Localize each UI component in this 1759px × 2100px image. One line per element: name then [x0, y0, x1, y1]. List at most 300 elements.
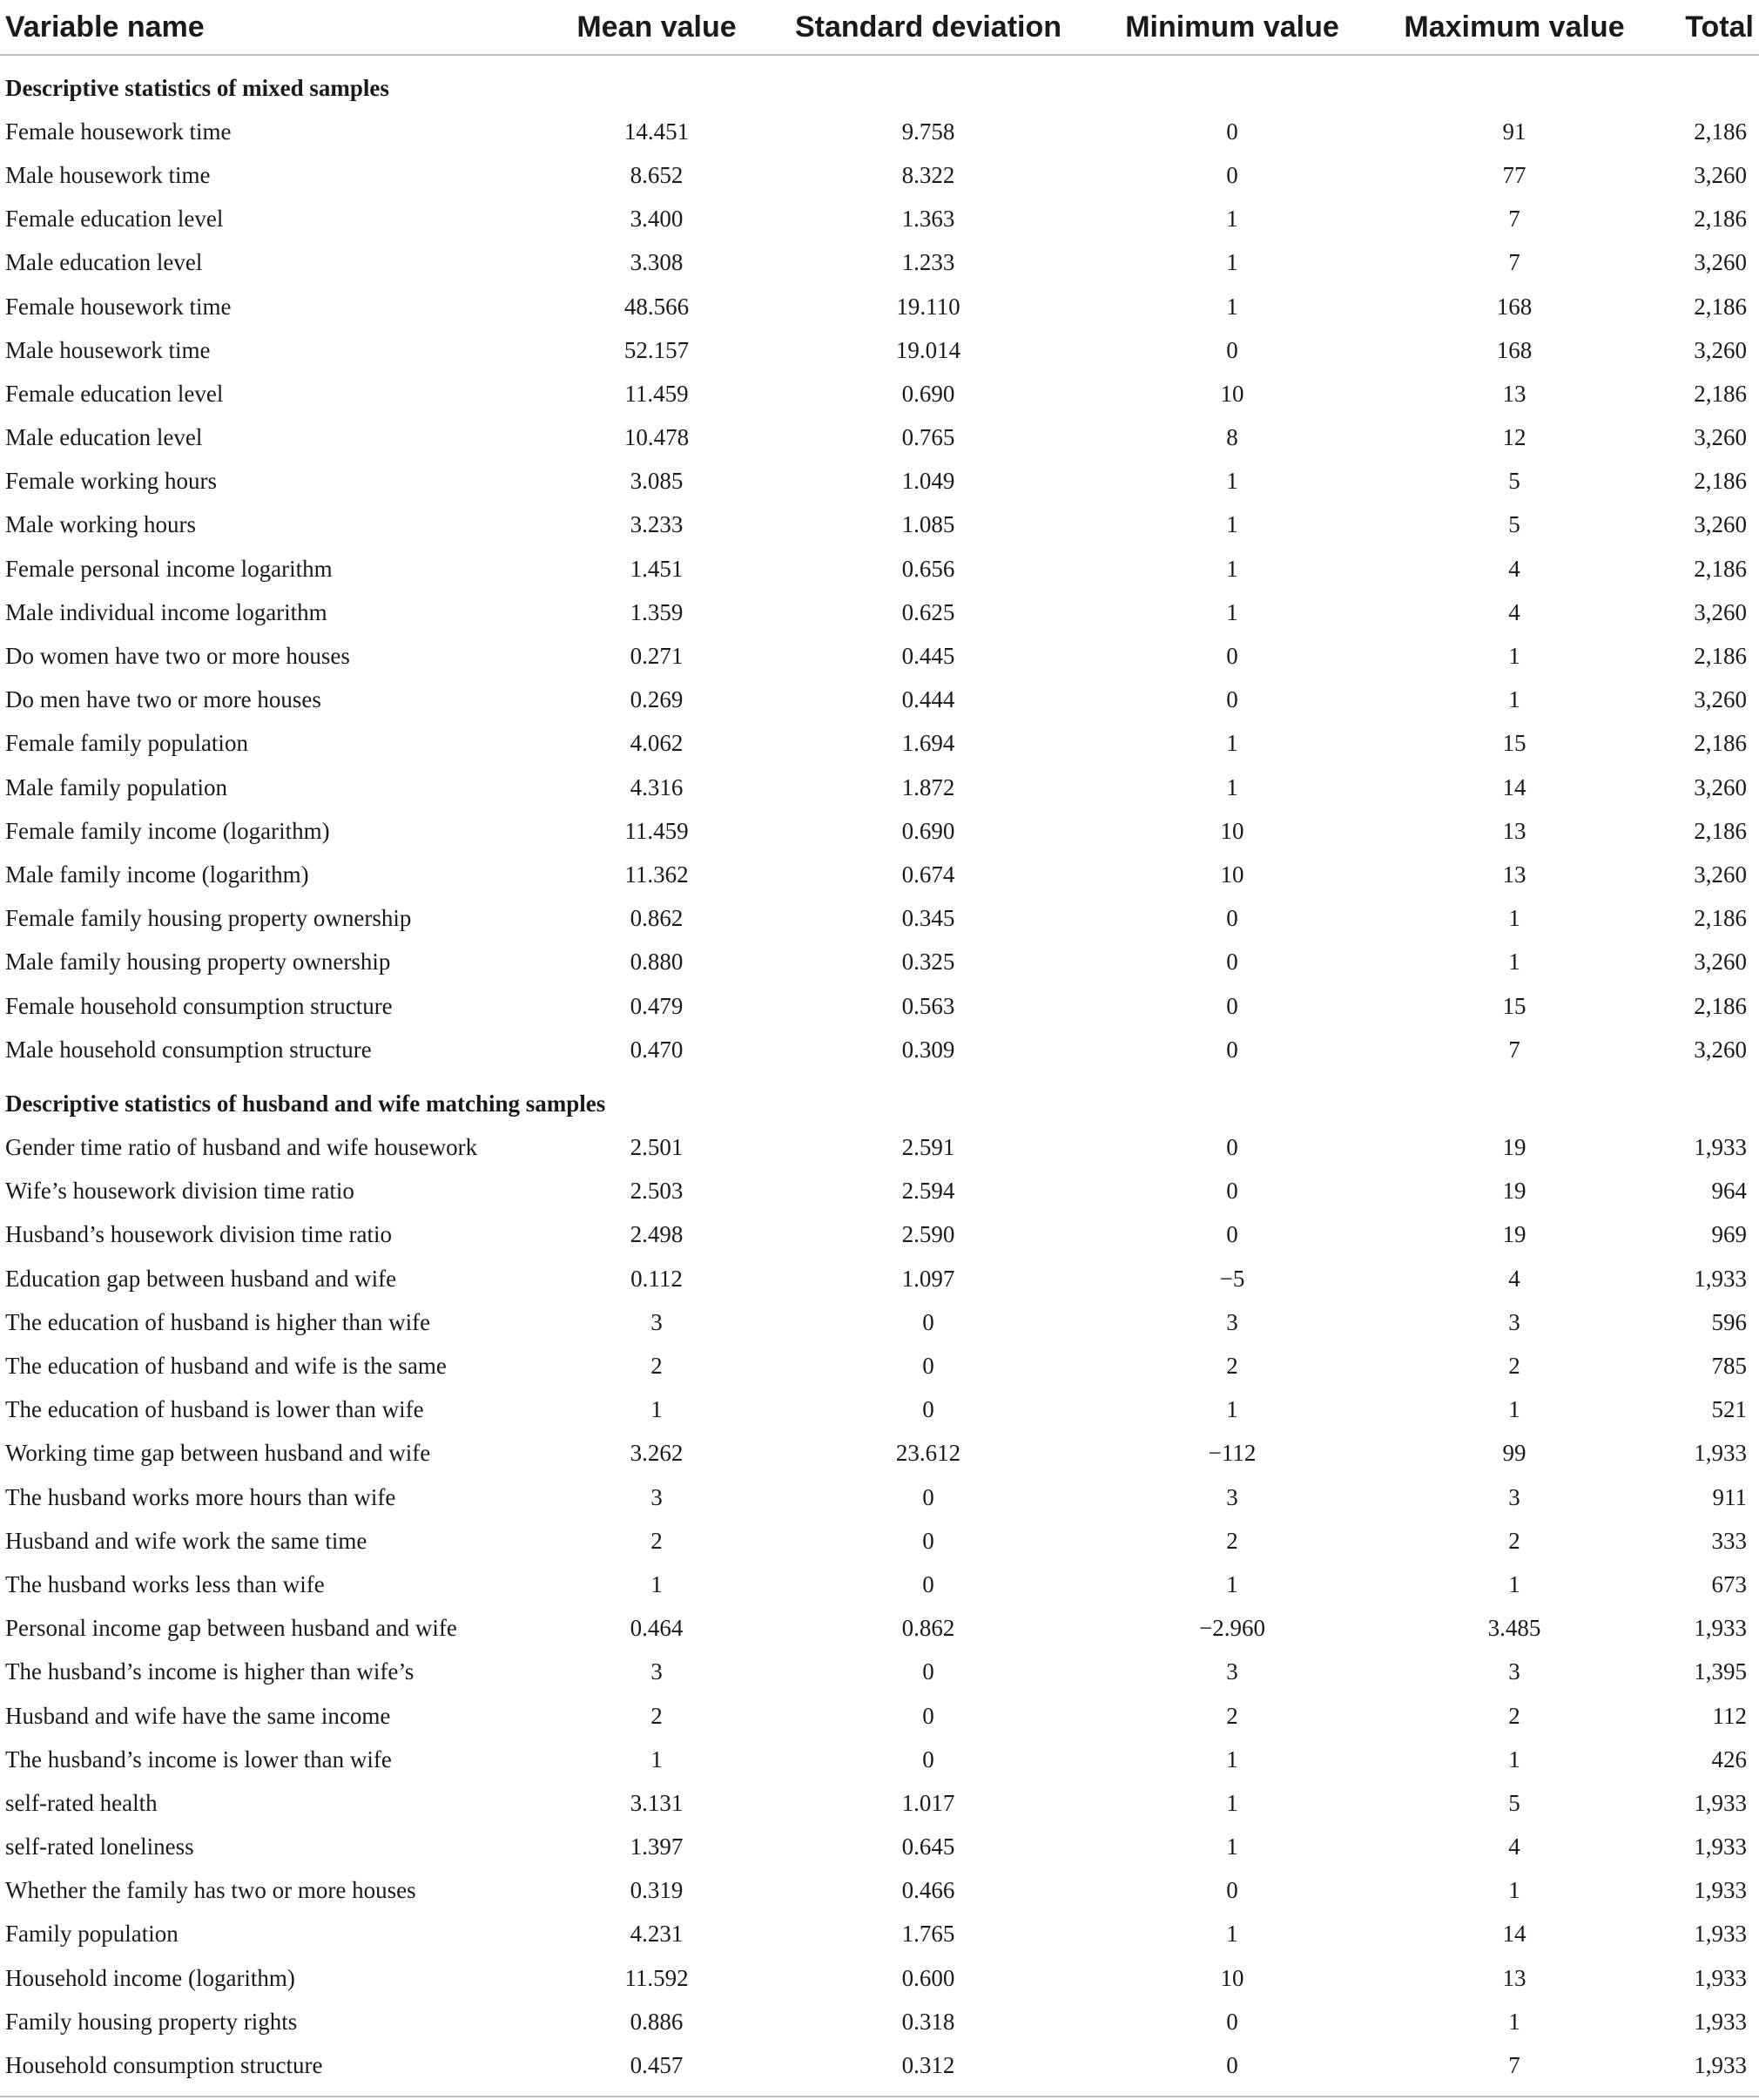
table-row — [0, 809, 1759, 853]
mean-value-cell: 8.652 — [630, 161, 684, 188]
total-cell: 785 — [1711, 1353, 1747, 1380]
header-standard-deviation: Standard deviation — [780, 0, 1076, 55]
standard-deviation-cell: 19.014 — [895, 336, 961, 363]
total-cell: 964 — [1711, 1178, 1747, 1205]
mean-value-cell: 11.362 — [624, 861, 689, 888]
variable-name-cell: Gender time ratio of husband and wife housework — [5, 1134, 478, 1161]
table-row — [0, 1432, 1759, 1475]
standard-deviation-cell: 0.645 — [901, 1833, 955, 1860]
variable-name-cell: Male working hours — [5, 511, 196, 538]
spacer-cell — [0, 55, 1759, 66]
minimum-value-cell: 1 — [1226, 598, 1238, 625]
standard-deviation-cell: 0.318 — [901, 2008, 955, 2035]
minimum-value-cell: 3 — [1226, 1308, 1238, 1335]
variable-name-cell: Female working hours — [5, 468, 217, 495]
mean-value-cell: 10.478 — [623, 424, 690, 451]
maximum-value-cell: 4 — [1508, 598, 1520, 625]
variable-name-cell: Female family housing property ownership — [5, 905, 412, 932]
variable-name-cell: Working time gap between husband and wife — [5, 1440, 431, 1467]
mean-value-cell: 11.592 — [624, 1964, 689, 1991]
variable-name-cell: The education of husband and wife is the same — [5, 1353, 447, 1380]
mean-value-cell: 3 — [650, 1483, 663, 1510]
table-row — [0, 285, 1759, 328]
table-row — [0, 1300, 1759, 1344]
total-cell: 1,395 — [1694, 1658, 1747, 1685]
table-row — [0, 722, 1759, 766]
table-row — [0, 110, 1759, 153]
mean-value-cell: 3 — [650, 1308, 663, 1335]
variable-name-cell: Female family income (logarithm) — [5, 817, 330, 844]
total-cell: 3,260 — [1694, 424, 1747, 451]
minimum-value-cell: −2.960 — [1199, 1615, 1265, 1642]
minimum-value-cell: 1 — [1226, 511, 1238, 538]
minimum-value-cell: 1 — [1226, 468, 1238, 495]
table-row — [0, 1738, 1759, 1781]
maximum-value-cell: 1 — [1508, 1745, 1520, 1773]
table-row — [0, 1913, 1759, 1956]
standard-deviation-cell: 0.690 — [901, 817, 955, 844]
total-cell: 1,933 — [1694, 1615, 1747, 1642]
total-cell: 1,933 — [1694, 2052, 1747, 2079]
header-maximum-value: Maximum value — [1388, 0, 1641, 55]
standard-deviation-cell: 1.363 — [901, 206, 955, 233]
maximum-value-cell: 1 — [1508, 1877, 1520, 1904]
table-row — [0, 1344, 1759, 1388]
table-row — [0, 1607, 1759, 1651]
mean-value-cell: 48.566 — [623, 293, 690, 320]
variable-name-cell: Male household consumption structure — [5, 1036, 372, 1063]
table-row — [0, 1126, 1759, 1170]
maximum-value-cell: 19 — [1502, 1178, 1526, 1205]
minimum-value-cell: 10 — [1220, 380, 1244, 407]
mean-value-cell: 1.451 — [630, 555, 684, 582]
variable-name-cell: The education of husband is higher than wife — [5, 1308, 431, 1335]
standard-deviation-cell: 0 — [922, 1353, 934, 1380]
mean-value-cell: 1 — [650, 1745, 663, 1773]
variable-name-cell: Female household consumption structure — [5, 992, 393, 1019]
minimum-value-cell: 0 — [1226, 1221, 1238, 1248]
variable-name-cell: Personal income gap between husband and wife — [5, 1615, 457, 1642]
standard-deviation-cell: 1.049 — [901, 468, 955, 495]
maximum-value-cell: 2 — [1508, 1353, 1520, 1380]
maximum-value-cell: 77 — [1502, 161, 1526, 188]
maximum-value-cell: 3 — [1508, 1308, 1520, 1335]
table-row — [0, 897, 1759, 941]
maximum-value-cell: 12 — [1502, 424, 1526, 451]
table-row — [0, 853, 1759, 896]
standard-deviation-cell: 0.862 — [901, 1615, 955, 1642]
variable-name-cell: Female housework time — [5, 293, 232, 320]
standard-deviation-cell: 0.563 — [901, 992, 955, 1019]
header-minimum-value: Minimum value — [1076, 0, 1388, 55]
table-header — [0, 0, 1759, 55]
total-cell: 2,186 — [1694, 643, 1747, 670]
variable-name-cell: The husband works less than wife — [5, 1570, 325, 1597]
standard-deviation-cell: 0.325 — [901, 949, 955, 976]
standard-deviation-cell: 0.600 — [901, 1964, 955, 1991]
minimum-value-cell: −5 — [1219, 1265, 1245, 1292]
table-row — [0, 1170, 1759, 1213]
total-cell: 3,260 — [1694, 598, 1747, 625]
maximum-value-cell: 13 — [1502, 817, 1526, 844]
maximum-value-cell: 168 — [1496, 293, 1533, 320]
header-variable-name: Variable name — [0, 0, 533, 55]
minimum-value-cell: 1 — [1226, 1833, 1238, 1860]
header-row — [0, 0, 1759, 55]
standard-deviation-cell: 0.765 — [901, 424, 955, 451]
table-body — [0, 55, 1759, 2088]
total-cell: 673 — [1711, 1570, 1747, 1597]
maximum-value-cell: 3 — [1508, 1483, 1520, 1510]
total-cell: 3,260 — [1694, 949, 1747, 976]
minimum-value-cell: 10 — [1220, 1964, 1244, 1991]
table-row — [0, 1028, 1759, 1071]
variable-name-cell: Household income (logarithm) — [5, 1964, 295, 1991]
mean-value-cell: 0.862 — [630, 905, 684, 932]
table-row — [0, 416, 1759, 460]
total-cell: 521 — [1711, 1396, 1747, 1423]
mean-value-cell: 2 — [650, 1702, 663, 1729]
maximum-value-cell: 1 — [1508, 1570, 1520, 1597]
standard-deviation-cell: 0.625 — [901, 598, 955, 625]
variable-name-cell: Male family housing property ownership — [5, 949, 391, 976]
variable-name-cell: self-rated loneliness — [5, 1833, 194, 1860]
mean-value-cell: 4.316 — [630, 773, 684, 800]
variable-name-cell: Husband’s housework division time ratio — [5, 1221, 392, 1248]
maximum-value-cell: 4 — [1508, 555, 1520, 582]
table-row — [0, 1519, 1759, 1563]
minimum-value-cell: 1 — [1226, 1396, 1238, 1423]
standard-deviation-cell: 23.612 — [895, 1440, 961, 1467]
variable-name-cell: Husband and wife have the same income — [5, 1702, 391, 1729]
maximum-value-cell: 1 — [1508, 949, 1520, 976]
standard-deviation-cell: 0.656 — [901, 555, 955, 582]
standard-deviation-cell: 0 — [922, 1396, 934, 1423]
maximum-value-cell: 99 — [1502, 1440, 1526, 1467]
standard-deviation-cell: 2.591 — [901, 1134, 955, 1161]
standard-deviation-cell: 19.110 — [896, 293, 960, 320]
variable-name-cell: Whether the family has two or more houses — [5, 1877, 416, 1904]
minimum-value-cell: 1 — [1226, 249, 1238, 276]
table-row — [0, 2000, 1759, 2043]
variable-name-cell: The education of husband is lower than wife — [5, 1396, 424, 1423]
minimum-value-cell: 3 — [1226, 1658, 1238, 1685]
minimum-value-cell: 0 — [1226, 686, 1238, 713]
variable-name-cell: Family housing property rights — [5, 2008, 298, 2035]
mean-value-cell: 0.112 — [630, 1265, 683, 1292]
total-cell: 1,933 — [1694, 1833, 1747, 1860]
minimum-value-cell: 2 — [1226, 1353, 1238, 1380]
maximum-value-cell: 1 — [1508, 1396, 1520, 1423]
mean-value-cell: 3.400 — [630, 206, 684, 233]
maximum-value-cell: 15 — [1502, 730, 1526, 757]
standard-deviation-cell: 0 — [922, 1483, 934, 1510]
minimum-value-cell: 0 — [1226, 949, 1238, 976]
total-cell: 3,260 — [1694, 511, 1747, 538]
mean-value-cell: 2.501 — [630, 1134, 684, 1161]
maximum-value-cell: 4 — [1508, 1833, 1520, 1860]
standard-deviation-cell: 1.765 — [901, 1921, 955, 1948]
variable-name-cell: Male family population — [5, 773, 227, 800]
standard-deviation-cell: 0 — [922, 1658, 934, 1685]
total-cell: 112 — [1712, 1702, 1747, 1729]
mean-value-cell: 2 — [650, 1527, 663, 1554]
variable-name-cell: self-rated health — [5, 1789, 158, 1816]
variable-name-cell: Female education level — [5, 380, 224, 407]
total-cell: 3,260 — [1694, 773, 1747, 800]
maximum-value-cell: 1 — [1508, 686, 1520, 713]
maximum-value-cell: 13 — [1502, 380, 1526, 407]
maximum-value-cell: 7 — [1508, 1036, 1520, 1063]
total-cell: 2,186 — [1694, 817, 1747, 844]
minimum-value-cell: 0 — [1226, 643, 1238, 670]
maximum-value-cell: 1 — [1508, 905, 1520, 932]
variable-name-cell: Female personal income logarithm — [5, 555, 333, 582]
standard-deviation-cell: 0 — [922, 1308, 934, 1335]
standard-deviation-cell: 9.758 — [901, 118, 955, 145]
total-cell: 3,260 — [1694, 161, 1747, 188]
total-cell: 3,260 — [1694, 336, 1747, 363]
total-cell: 426 — [1711, 1745, 1747, 1773]
total-cell: 2,186 — [1694, 992, 1747, 1019]
total-cell: 3,260 — [1694, 686, 1747, 713]
variable-name-cell: Husband and wife work the same time — [5, 1527, 367, 1554]
standard-deviation-cell: 0.312 — [901, 2052, 955, 2079]
minimum-value-cell: 0 — [1226, 1036, 1238, 1063]
maximum-value-cell: 13 — [1502, 861, 1526, 888]
total-cell: 2,186 — [1694, 293, 1747, 320]
minimum-value-cell: 0 — [1226, 905, 1238, 932]
maximum-value-cell: 7 — [1508, 206, 1520, 233]
minimum-value-cell: 3 — [1226, 1483, 1238, 1510]
section-heading-row — [0, 1082, 1759, 1125]
table-row — [0, 1257, 1759, 1300]
mean-value-cell: 2 — [650, 1353, 663, 1380]
minimum-value-cell: 1 — [1226, 206, 1238, 233]
section-title: Descriptive statistics of husband and wife matching samples — [5, 1090, 606, 1117]
total-cell: 3,260 — [1694, 1036, 1747, 1063]
minimum-value-cell: 1 — [1226, 1921, 1238, 1948]
total-cell: 1,933 — [1694, 1440, 1747, 1467]
table-row — [0, 591, 1759, 634]
minimum-value-cell: −112 — [1208, 1440, 1257, 1467]
total-cell: 1,933 — [1694, 1134, 1747, 1161]
mean-value-cell: 4.231 — [630, 1921, 684, 1948]
standard-deviation-cell: 0.466 — [901, 1877, 955, 1904]
standard-deviation-cell: 1.233 — [901, 249, 955, 276]
variable-name-cell: The husband’s income is higher than wife’s — [5, 1658, 414, 1685]
minimum-value-cell: 0 — [1226, 118, 1238, 145]
minimum-value-cell: 1 — [1226, 293, 1238, 320]
minimum-value-cell: 1 — [1226, 773, 1238, 800]
header-total: Total — [1641, 0, 1759, 55]
total-cell: 1,933 — [1694, 1789, 1747, 1816]
maximum-value-cell: 7 — [1508, 2052, 1520, 2079]
variable-name-cell: Female housework time — [5, 118, 232, 145]
table-row — [0, 634, 1759, 678]
total-cell: 2,186 — [1694, 555, 1747, 582]
minimum-value-cell: 8 — [1226, 424, 1238, 451]
table-row — [0, 1388, 1759, 1432]
minimum-value-cell: 0 — [1226, 161, 1238, 188]
standard-deviation-cell: 2.594 — [901, 1178, 955, 1205]
mean-value-cell: 0.479 — [630, 992, 684, 1019]
mean-value-cell: 11.459 — [624, 817, 689, 844]
minimum-value-cell: 10 — [1220, 817, 1244, 844]
standard-deviation-cell: 0.345 — [901, 905, 955, 932]
standard-deviation-cell: 0.309 — [901, 1036, 955, 1063]
mean-value-cell: 1 — [650, 1396, 663, 1423]
mean-value-cell: 14.451 — [623, 118, 690, 145]
maximum-value-cell: 4 — [1508, 1265, 1520, 1292]
maximum-value-cell: 19 — [1502, 1221, 1526, 1248]
total-cell: 2,186 — [1694, 206, 1747, 233]
total-cell: 3,260 — [1694, 249, 1747, 276]
minimum-value-cell: 1 — [1226, 1789, 1238, 1816]
variable-name-cell: Male individual income logarithm — [5, 598, 327, 625]
standard-deviation-cell: 0 — [922, 1745, 934, 1773]
table-row — [0, 766, 1759, 809]
total-cell: 1,933 — [1694, 2008, 1747, 2035]
maximum-value-cell: 7 — [1508, 249, 1520, 276]
mean-value-cell: 11.459 — [624, 380, 689, 407]
standard-deviation-cell: 0.674 — [901, 861, 955, 888]
maximum-value-cell: 2 — [1508, 1527, 1520, 1554]
mean-value-cell: 2.503 — [630, 1178, 684, 1205]
maximum-value-cell: 14 — [1502, 773, 1526, 800]
table-row — [0, 503, 1759, 547]
table-row — [0, 1869, 1759, 1913]
table-row — [0, 547, 1759, 591]
mean-value-cell: 52.157 — [623, 336, 690, 363]
minimum-value-cell: 1 — [1226, 1570, 1238, 1597]
variable-name-cell: Male education level — [5, 249, 203, 276]
mean-value-cell: 3.085 — [630, 468, 684, 495]
mean-value-cell: 4.062 — [630, 730, 684, 757]
minimum-value-cell: 0 — [1226, 2052, 1238, 2079]
mean-value-cell: 0.269 — [630, 686, 684, 713]
standard-deviation-cell: 2.590 — [901, 1221, 955, 1248]
mean-value-cell: 0.464 — [630, 1615, 684, 1642]
minimum-value-cell: 0 — [1226, 1178, 1238, 1205]
total-cell: 2,186 — [1694, 118, 1747, 145]
section-spacer — [0, 1071, 1759, 1082]
total-cell: 1,933 — [1694, 1964, 1747, 1991]
table-row — [0, 1956, 1759, 2000]
mean-value-cell: 0.271 — [630, 643, 684, 670]
standard-deviation-cell: 0 — [922, 1527, 934, 1554]
table-row — [0, 1563, 1759, 1606]
mean-value-cell: 3.131 — [630, 1789, 684, 1816]
mean-value-cell: 0.470 — [630, 1036, 684, 1063]
variable-name-cell: Household consumption structure — [5, 2052, 323, 2079]
section-heading-row — [0, 66, 1759, 110]
mean-value-cell: 2.498 — [630, 1221, 684, 1248]
total-cell: 2,186 — [1694, 730, 1747, 757]
variable-name-cell: Do women have two or more houses — [5, 643, 350, 670]
minimum-value-cell: 2 — [1226, 1527, 1238, 1554]
table-row — [0, 2043, 1759, 2087]
maximum-value-cell: 5 — [1508, 468, 1520, 495]
total-cell: 2,186 — [1694, 380, 1747, 407]
table-row — [0, 1781, 1759, 1825]
maximum-value-cell: 168 — [1496, 336, 1533, 363]
total-cell: 1,933 — [1694, 1877, 1747, 1904]
minimum-value-cell: 1 — [1226, 1745, 1238, 1773]
mean-value-cell: 1 — [650, 1570, 663, 1597]
mean-value-cell: 0.457 — [630, 2052, 684, 2079]
table-row — [0, 372, 1759, 415]
total-cell: 2,186 — [1694, 905, 1747, 932]
total-cell: 3,260 — [1694, 861, 1747, 888]
minimum-value-cell: 0 — [1226, 336, 1238, 363]
variable-name-cell: Male housework time — [5, 336, 211, 363]
mean-value-cell: 3.233 — [630, 511, 684, 538]
variable-name-cell: Male family income (logarithm) — [5, 861, 309, 888]
variable-name-cell: The husband works more hours than wife — [5, 1483, 396, 1510]
table-row — [0, 1213, 1759, 1257]
standard-deviation-cell: 0.445 — [901, 643, 955, 670]
table-row — [0, 941, 1759, 984]
table-row — [0, 1651, 1759, 1694]
section-title: Descriptive statistics of mixed samples — [5, 74, 389, 101]
minimum-value-cell: 1 — [1226, 555, 1238, 582]
maximum-value-cell: 1 — [1508, 643, 1520, 670]
section-spacer — [0, 55, 1759, 66]
total-cell: 911 — [1712, 1483, 1747, 1510]
table-row — [0, 1475, 1759, 1519]
table-row — [0, 460, 1759, 503]
variable-name-cell: Family population — [5, 1921, 179, 1948]
total-cell: 1,933 — [1694, 1265, 1747, 1292]
standard-deviation-cell: 0 — [922, 1702, 934, 1729]
total-cell: 333 — [1711, 1527, 1747, 1554]
total-cell: 2,186 — [1694, 468, 1747, 495]
mean-value-cell: 0.886 — [630, 2008, 684, 2035]
minimum-value-cell: 0 — [1226, 992, 1238, 1019]
table-row — [0, 153, 1759, 197]
maximum-value-cell: 1 — [1508, 2008, 1520, 2035]
minimum-value-cell: 2 — [1226, 1702, 1238, 1729]
variable-name-cell: Education gap between husband and wife — [5, 1265, 397, 1292]
total-cell: 969 — [1711, 1221, 1747, 1248]
mean-value-cell: 3.308 — [630, 249, 684, 276]
spacer-cell — [0, 1071, 1759, 1082]
maximum-value-cell: 15 — [1502, 992, 1526, 1019]
standard-deviation-cell: 0.444 — [901, 686, 955, 713]
mean-value-cell: 3.262 — [630, 1440, 684, 1467]
variable-name-cell: Female education level — [5, 206, 224, 233]
variable-name-cell: Male housework time — [5, 161, 211, 188]
variable-name-cell: The husband’s income is lower than wife — [5, 1745, 392, 1773]
maximum-value-cell: 14 — [1502, 1921, 1526, 1948]
minimum-value-cell: 0 — [1226, 1877, 1238, 1904]
mean-value-cell: 1.359 — [630, 598, 684, 625]
standard-deviation-cell: 8.322 — [901, 161, 955, 188]
standard-deviation-cell: 0.690 — [901, 380, 955, 407]
variable-name-cell: Wife’s housework division time ratio — [5, 1178, 354, 1205]
mean-value-cell: 0.319 — [630, 1877, 684, 1904]
maximum-value-cell: 19 — [1502, 1134, 1526, 1161]
mean-value-cell: 0.880 — [630, 949, 684, 976]
minimum-value-cell: 0 — [1226, 2008, 1238, 2035]
minimum-value-cell: 10 — [1220, 861, 1244, 888]
variable-name-cell: Female family population — [5, 730, 248, 757]
table-bottom-rule — [0, 2096, 1759, 2097]
header-mean-value: Mean value — [533, 0, 780, 55]
minimum-value-cell: 1 — [1226, 730, 1238, 757]
standard-deviation-cell: 0 — [922, 1570, 934, 1597]
